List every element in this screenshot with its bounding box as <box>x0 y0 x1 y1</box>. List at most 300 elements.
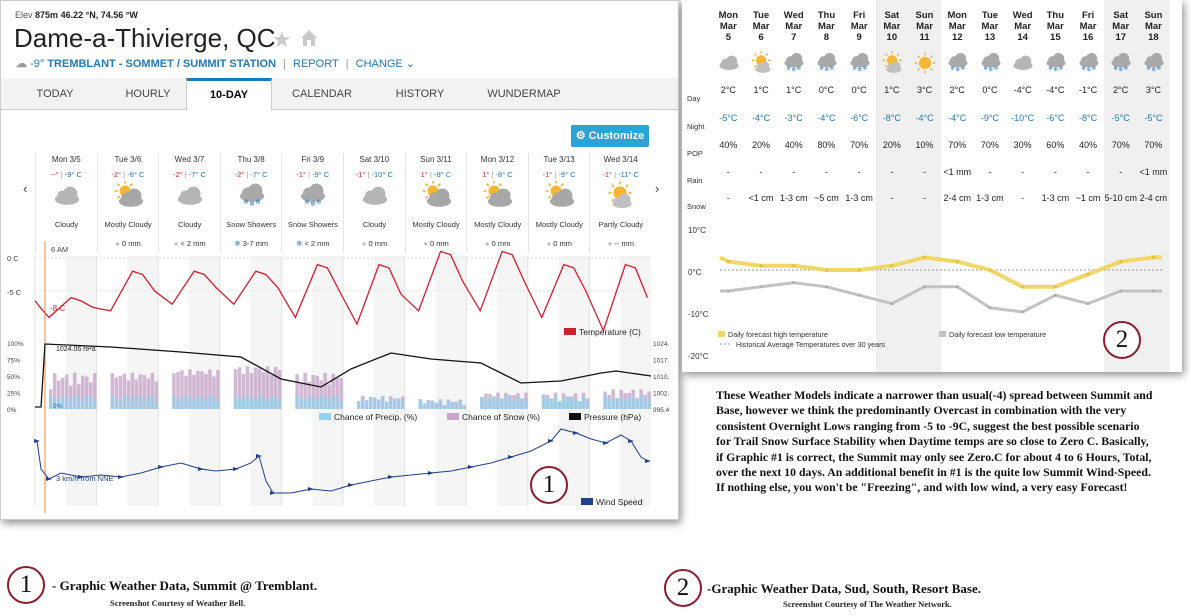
tab-hourly[interactable]: HOURLY <box>125 88 171 100</box>
forecast-low: -8° C <box>495 170 513 179</box>
forecast-temps: 1° | -8° C <box>420 170 452 179</box>
station-line: ☁ -9° TREMBLANT - SOMMET / SUMMIT STATION | REPORT | CHANGE ⌄ <box>16 58 415 70</box>
forecast-high: -1° <box>602 170 613 179</box>
forecast-high: 1° <box>482 170 490 179</box>
precip-bar <box>566 396 570 409</box>
precip-bar <box>496 398 500 409</box>
precip-bar <box>492 396 496 409</box>
cell-rain: - <box>726 167 730 177</box>
temp-axis-0: 0 C <box>7 254 19 263</box>
forecast-low: -8° C <box>127 170 145 179</box>
day-d: 7 <box>791 32 797 43</box>
precip-bar <box>254 400 257 409</box>
low-point <box>858 294 861 297</box>
raindrop-icon: ● <box>115 239 123 248</box>
cell-rain: - <box>1086 167 1090 177</box>
svg-text:❄: ❄ <box>254 198 261 206</box>
wind-arrow-icon <box>548 439 554 443</box>
precip-bar <box>216 401 220 409</box>
caption-one-sub: Screenshot Courtesy of Weather Bell. <box>110 598 246 608</box>
forecast-high: -1° <box>296 170 306 179</box>
svg-text:❄: ❄ <box>1048 64 1054 72</box>
prev-arrow-icon[interactable]: ‹ <box>23 181 28 196</box>
cell-pop: 70% <box>980 140 999 150</box>
row-label-rain: Rain <box>687 176 703 185</box>
cell-snow: - <box>890 193 894 203</box>
forecast-temps: -1° | -9° C <box>296 170 330 179</box>
tab-today[interactable]: TODAY <box>36 88 74 100</box>
forecast-condition: Snow Showers <box>287 220 338 229</box>
day-d: 17 <box>1115 32 1127 43</box>
precip-bar <box>135 396 139 409</box>
forecast-temps: -2° | -8° C <box>111 170 145 179</box>
cell-rain: - <box>1119 167 1123 177</box>
precip-bar <box>89 397 93 409</box>
cell-pop: 40% <box>1079 140 1098 150</box>
precip-bar <box>500 400 504 409</box>
day-mon: Mar <box>850 21 868 32</box>
cell-night: -5°C <box>1144 113 1163 123</box>
cell-day: 1°C <box>753 85 769 95</box>
low-point <box>1119 290 1122 293</box>
svg-text:❄: ❄ <box>950 64 956 72</box>
badge-two: 2 <box>1103 321 1141 359</box>
forecast-condition: Snow Showers <box>226 220 277 229</box>
precip-bar <box>431 401 435 409</box>
cell-day: 2°C <box>1113 85 1129 95</box>
row-label-night: Night <box>687 122 705 131</box>
precip-bar <box>270 396 274 409</box>
precip-bar <box>554 396 558 409</box>
forecast-temps: -1° | -11° C <box>602 170 639 179</box>
forecast-low: -10° C <box>371 170 393 179</box>
forecast-precip-value: 0 mm <box>491 239 511 248</box>
cell-day: 3°C <box>1145 85 1161 95</box>
summit-weather-panel <box>0 0 679 520</box>
svg-text:❄: ❄ <box>1058 64 1064 72</box>
raindrop-icon: ● <box>485 239 492 248</box>
svg-text:❄: ❄ <box>1124 64 1130 72</box>
svg-text:❄: ❄ <box>1053 66 1059 74</box>
day-mon: Mar <box>883 21 901 32</box>
high-point <box>1119 260 1122 263</box>
cell-snow: - <box>726 193 730 203</box>
forecast-date: Tue 3/13 <box>543 155 575 164</box>
forecast-date: Mon 3/12 <box>480 155 515 164</box>
svg-text:❄: ❄ <box>1151 66 1157 74</box>
day-dow: Sun <box>915 10 934 21</box>
svg-text:❄: ❄ <box>1113 64 1119 72</box>
cell-day: -4°C <box>1046 85 1065 95</box>
next-arrow-icon[interactable]: › <box>655 181 660 196</box>
forecast-date: Wed 3/7 <box>174 155 205 164</box>
precip-bar <box>49 396 53 409</box>
forecast-date: Wed 3/14 <box>603 155 638 164</box>
raindrop-icon: ● <box>546 239 554 248</box>
legend-swatch-2 <box>569 413 581 420</box>
day-mon: Mar <box>948 21 966 32</box>
precip-bar <box>542 396 546 409</box>
station-temp: -9° <box>30 58 45 70</box>
cell-rain: - <box>857 167 861 177</box>
day-dow: Thu <box>1046 10 1065 21</box>
forecast-low: -9° C <box>558 170 576 179</box>
cell-snow: 2-4 cm <box>1139 193 1168 203</box>
precip-bar <box>373 398 377 409</box>
svg-text:❄: ❄ <box>988 66 994 74</box>
tab-calendar[interactable]: CALENDAR <box>292 88 352 100</box>
precip-bar <box>401 401 405 409</box>
precip-bar <box>615 398 619 409</box>
chevron-down-icon[interactable]: ⌄ <box>405 58 415 70</box>
precip-bar <box>419 399 423 409</box>
svg-text:❄: ❄ <box>316 198 323 206</box>
low-point <box>923 285 926 288</box>
forecast-precip-value: < 2 mm <box>304 239 330 248</box>
precip-bar <box>451 402 455 409</box>
cell-night: -4°C <box>948 113 967 123</box>
y-axis-2: -10°C <box>688 310 709 319</box>
precip-bar <box>623 400 627 409</box>
precip-bar <box>204 400 208 409</box>
precip-bar <box>73 396 77 409</box>
precip-bar <box>303 399 307 409</box>
report-link[interactable]: REPORT <box>293 58 339 70</box>
cell-day: 3°C <box>916 85 933 95</box>
day-d: 8 <box>823 32 830 43</box>
cell-pop: 40% <box>784 140 803 150</box>
legend-high-label: Daily forecast high temperature <box>728 330 828 339</box>
forecast-high: -2° <box>234 170 245 179</box>
tab-10-day[interactable]: 10-DAY <box>186 78 272 111</box>
precip-bar <box>127 398 131 409</box>
precip-bar <box>385 402 389 409</box>
svg-text:❄: ❄ <box>819 64 825 72</box>
legend-swatch-0 <box>319 413 331 420</box>
svg-text:❄: ❄ <box>242 198 249 206</box>
precip-bar <box>369 397 373 409</box>
day-mon: Mar <box>752 21 770 32</box>
precip-bar <box>212 397 216 409</box>
temp-legend-label: Temperature (C) <box>579 327 641 337</box>
forecast-high: --° <box>50 170 59 179</box>
cell-day: 0°C <box>818 85 834 95</box>
forecast-date: Sun 3/11 <box>420 155 452 164</box>
precip-bar <box>331 396 335 409</box>
precip-bar <box>516 396 520 409</box>
svg-text:❄: ❄ <box>248 200 255 208</box>
day-d: 18 <box>1148 32 1159 43</box>
cell-snow: <1 cm <box>748 193 774 203</box>
low-point <box>1087 302 1090 305</box>
cloud-small-icon: ☁ <box>16 58 27 70</box>
pct-axis-3: 25% <box>7 390 21 398</box>
caption-badge-two: 2 <box>664 569 702 607</box>
legend-low-label: Daily forecast low temperature <box>949 330 1047 339</box>
precip-bar <box>295 396 299 409</box>
precip-bar <box>274 397 278 409</box>
forecast-high: -1° <box>542 170 553 179</box>
cell-night: -5°C <box>719 113 738 123</box>
precip-bar <box>435 403 439 409</box>
forecast-date: Fri 3/9 <box>301 155 325 164</box>
cell-night: -6°C <box>1046 113 1065 123</box>
precip-bar <box>111 396 115 409</box>
cell-rain: <1 mm <box>1139 167 1168 177</box>
coords: 46.22 °N, 74.56 °W <box>60 10 138 20</box>
precip-bar <box>508 397 512 409</box>
snowflake-icon: ❄ <box>296 239 305 248</box>
day-d: 13 <box>984 32 996 43</box>
svg-text:❄: ❄ <box>1086 66 1092 74</box>
precip-bar <box>258 396 262 409</box>
forecast-condition: Partly Cloudy <box>598 220 644 229</box>
forecast-temps: --° | -9° C <box>50 170 82 179</box>
caption-two-sub: Screenshot Courtesy of The Weather Network. <box>783 599 952 609</box>
precip-bar <box>603 396 607 409</box>
precip-bar <box>196 396 200 409</box>
forecast-precip-value: 0 mm <box>430 239 449 248</box>
forecast-condition: Cloudy <box>54 220 79 229</box>
cell-rain: - <box>923 167 927 177</box>
high-point <box>858 268 861 271</box>
summit-charts <box>1 1 679 520</box>
legend-hist-label: Historical Average Temperatures over 30 years <box>736 340 886 349</box>
cell-night: -5°C <box>1111 113 1130 123</box>
high-point <box>727 260 730 263</box>
precip-bar <box>647 401 651 409</box>
tab-wundermap[interactable]: WUNDERMAP <box>487 88 561 100</box>
day-d: 11 <box>919 32 930 43</box>
forecast-precip-value: 0 mm <box>553 239 572 248</box>
cell-night: -4°C <box>751 113 771 123</box>
precip-bar <box>172 396 176 409</box>
forecast-high: 1° <box>420 170 428 179</box>
precip-bar <box>397 398 401 409</box>
forecast-precip-value: 0 mm <box>368 239 388 248</box>
change-link[interactable]: CHANGE <box>355 58 403 70</box>
day-mon: Mar <box>981 21 999 32</box>
cell-day: 2°C <box>720 85 736 95</box>
low-point <box>890 302 893 305</box>
cell-rain: - <box>792 167 796 177</box>
day-dow: Sat <box>884 10 900 21</box>
precip-bar <box>639 396 643 409</box>
temp-legend-swatch <box>564 328 576 335</box>
precip-bar <box>631 397 635 409</box>
precip-bar <box>520 398 524 409</box>
precip-bar <box>176 398 180 409</box>
forecast-low: -9° C <box>312 170 330 179</box>
cell-pop: 70% <box>948 140 967 150</box>
elev-value: 875m <box>35 10 59 20</box>
legend-label-1: Chance of Snow (%) <box>462 412 540 422</box>
high-point <box>956 260 959 263</box>
low-point <box>956 285 959 288</box>
svg-text:❄: ❄ <box>1156 64 1162 72</box>
raindrop-icon: ● <box>423 239 431 248</box>
precip-bar <box>77 397 81 409</box>
forecast-low: -11° C <box>618 170 639 179</box>
precip-bar <box>459 400 463 409</box>
forecast-date: Sat 3/10 <box>359 155 390 164</box>
wind-now-label: 3 km/h from NNE <box>56 474 114 483</box>
precip-bar <box>131 400 135 409</box>
customize-label: Customize <box>588 130 645 142</box>
day-dow: Fri <box>853 10 866 21</box>
forecast-condition: Cloudy <box>178 220 202 229</box>
cell-night: -3°C <box>784 113 803 123</box>
forecast-precip-value: -- mm <box>614 239 634 248</box>
high-point <box>890 264 893 267</box>
precip-bar <box>619 398 623 409</box>
legend-label-0: Chance of Precip. (%) <box>334 412 418 422</box>
forecast-low: -9° C <box>64 170 82 179</box>
precip-bar <box>447 400 451 409</box>
precip-bar <box>139 397 143 409</box>
precip-bar <box>423 404 427 409</box>
precip-bar <box>250 398 254 409</box>
precip-bar <box>365 400 369 409</box>
cell-night: -4°C <box>915 113 934 123</box>
precip-bar <box>266 400 270 409</box>
precip-bar <box>635 400 639 409</box>
svg-text:❄: ❄ <box>304 198 311 206</box>
day-d: 10 <box>886 32 898 43</box>
svg-text:❄: ❄ <box>852 64 858 72</box>
precip-bar <box>188 398 192 409</box>
base-weather-panel <box>682 0 1182 372</box>
precip-bar <box>155 401 159 409</box>
cell-pop: 70% <box>1111 140 1130 150</box>
precip-bar <box>558 401 562 409</box>
cell-rain: - <box>1053 167 1057 177</box>
svg-text:❄: ❄ <box>955 66 961 74</box>
cell-snow: 2-4 cm <box>943 193 971 203</box>
day-dow: Wed <box>1012 10 1033 21</box>
precip-bar <box>439 400 443 409</box>
cell-pop: 80% <box>817 140 836 150</box>
cell-rain: - <box>759 167 763 177</box>
precip-bar <box>246 396 250 409</box>
day-mon: Mar <box>916 21 933 32</box>
precip-bar <box>335 397 339 409</box>
row-label-day: Day <box>687 94 701 103</box>
precip-bar <box>238 398 242 409</box>
precip-bar <box>484 398 488 409</box>
day-d: 12 <box>951 32 963 43</box>
legend-swatch-1 <box>447 413 459 420</box>
y-axis-1: 0°C <box>688 268 702 277</box>
precip-bar <box>550 399 554 409</box>
zero-pct-label: 0% <box>53 403 63 410</box>
svg-text:❄: ❄ <box>1080 64 1087 72</box>
precip-bar <box>208 396 212 409</box>
precip-bar <box>315 400 319 409</box>
forecast-low: -8° C <box>433 170 452 179</box>
cell-snow: - <box>923 193 927 203</box>
precip-bar <box>93 401 97 409</box>
forecast-condition: Cloudy <box>362 220 387 229</box>
precip-bar <box>607 398 611 409</box>
forecast-high: -2° <box>111 170 122 179</box>
precip-bar <box>319 396 323 409</box>
precip-bar <box>427 400 431 409</box>
y-axis-3: -20°C <box>688 352 709 361</box>
precip-bar <box>115 398 119 409</box>
precip-bar <box>377 400 381 409</box>
cell-snow: 1-3 cm <box>845 193 873 203</box>
cell-day: 1°C <box>884 85 900 95</box>
low-point <box>1021 311 1024 314</box>
raindrop-icon: ● <box>173 239 181 248</box>
forecast-temps: -1° | -10° C <box>355 170 393 179</box>
cell-pop: 70% <box>1144 140 1163 150</box>
precip-bar <box>357 401 361 409</box>
day-d: 5 <box>725 32 731 43</box>
elev-label: Elev <box>15 10 33 20</box>
cell-day: 0°C <box>982 85 998 95</box>
precip-bar <box>242 399 246 409</box>
precip-bar <box>119 399 123 409</box>
precip-bar <box>524 401 528 409</box>
cell-pop: 20% <box>882 140 901 150</box>
cell-pop: 60% <box>1046 140 1065 150</box>
temp-start-label: 6 AM <box>51 245 69 254</box>
favorite-star-icon[interactable]: ★ <box>272 27 292 52</box>
pct-axis-0: 100% <box>7 341 24 348</box>
day-mon: Mar <box>1014 21 1032 32</box>
precip-bar <box>611 399 615 409</box>
forecast-precip-value: 3-7 mm <box>242 239 269 248</box>
low-point <box>727 290 730 293</box>
cell-day: -1°C <box>1078 85 1098 95</box>
day-dow: Thu <box>817 10 836 21</box>
cell-night: -10°C <box>1011 113 1035 123</box>
svg-text:❄: ❄ <box>829 64 835 72</box>
precip-bar <box>323 397 327 409</box>
legend-high-swatch <box>718 331 725 337</box>
pressure-axis-2: 1010. <box>653 374 670 381</box>
day-dow: Sat <box>1113 10 1129 21</box>
cell-rain: <1 mm <box>943 167 972 177</box>
snowflake-icon: ❄ <box>234 239 243 248</box>
cell-snow: ~1 cm <box>1075 193 1101 203</box>
cell-pop: 20% <box>752 140 771 150</box>
precip-bar <box>361 398 365 409</box>
forecast-condition: Mostly Cloudy <box>104 220 152 229</box>
cell-day: 2°C <box>949 85 965 95</box>
precip-bar <box>627 396 631 409</box>
svg-text:❄: ❄ <box>857 66 863 74</box>
tab-history[interactable]: HISTORY <box>395 88 445 100</box>
station-link[interactable]: TREMBLANT - SOMMET / SUMMIT STATION <box>47 58 277 70</box>
cell-snow: 1-3 cm <box>779 193 808 203</box>
precip-bar <box>389 400 393 409</box>
day-d: 14 <box>1017 32 1028 43</box>
precip-bar <box>200 397 204 409</box>
cell-pop: 40% <box>719 140 738 150</box>
forecast-high: -2° <box>173 170 183 179</box>
high-point <box>988 268 991 271</box>
forecast-condition: Mostly Cloudy <box>474 220 522 229</box>
precip-bar <box>480 397 484 409</box>
day-dow: Mon <box>947 10 967 21</box>
svg-text:❄: ❄ <box>862 64 868 72</box>
low-point <box>1054 294 1057 297</box>
cell-night: -8°C <box>1078 113 1098 123</box>
day-mon: Mar <box>1046 21 1064 32</box>
